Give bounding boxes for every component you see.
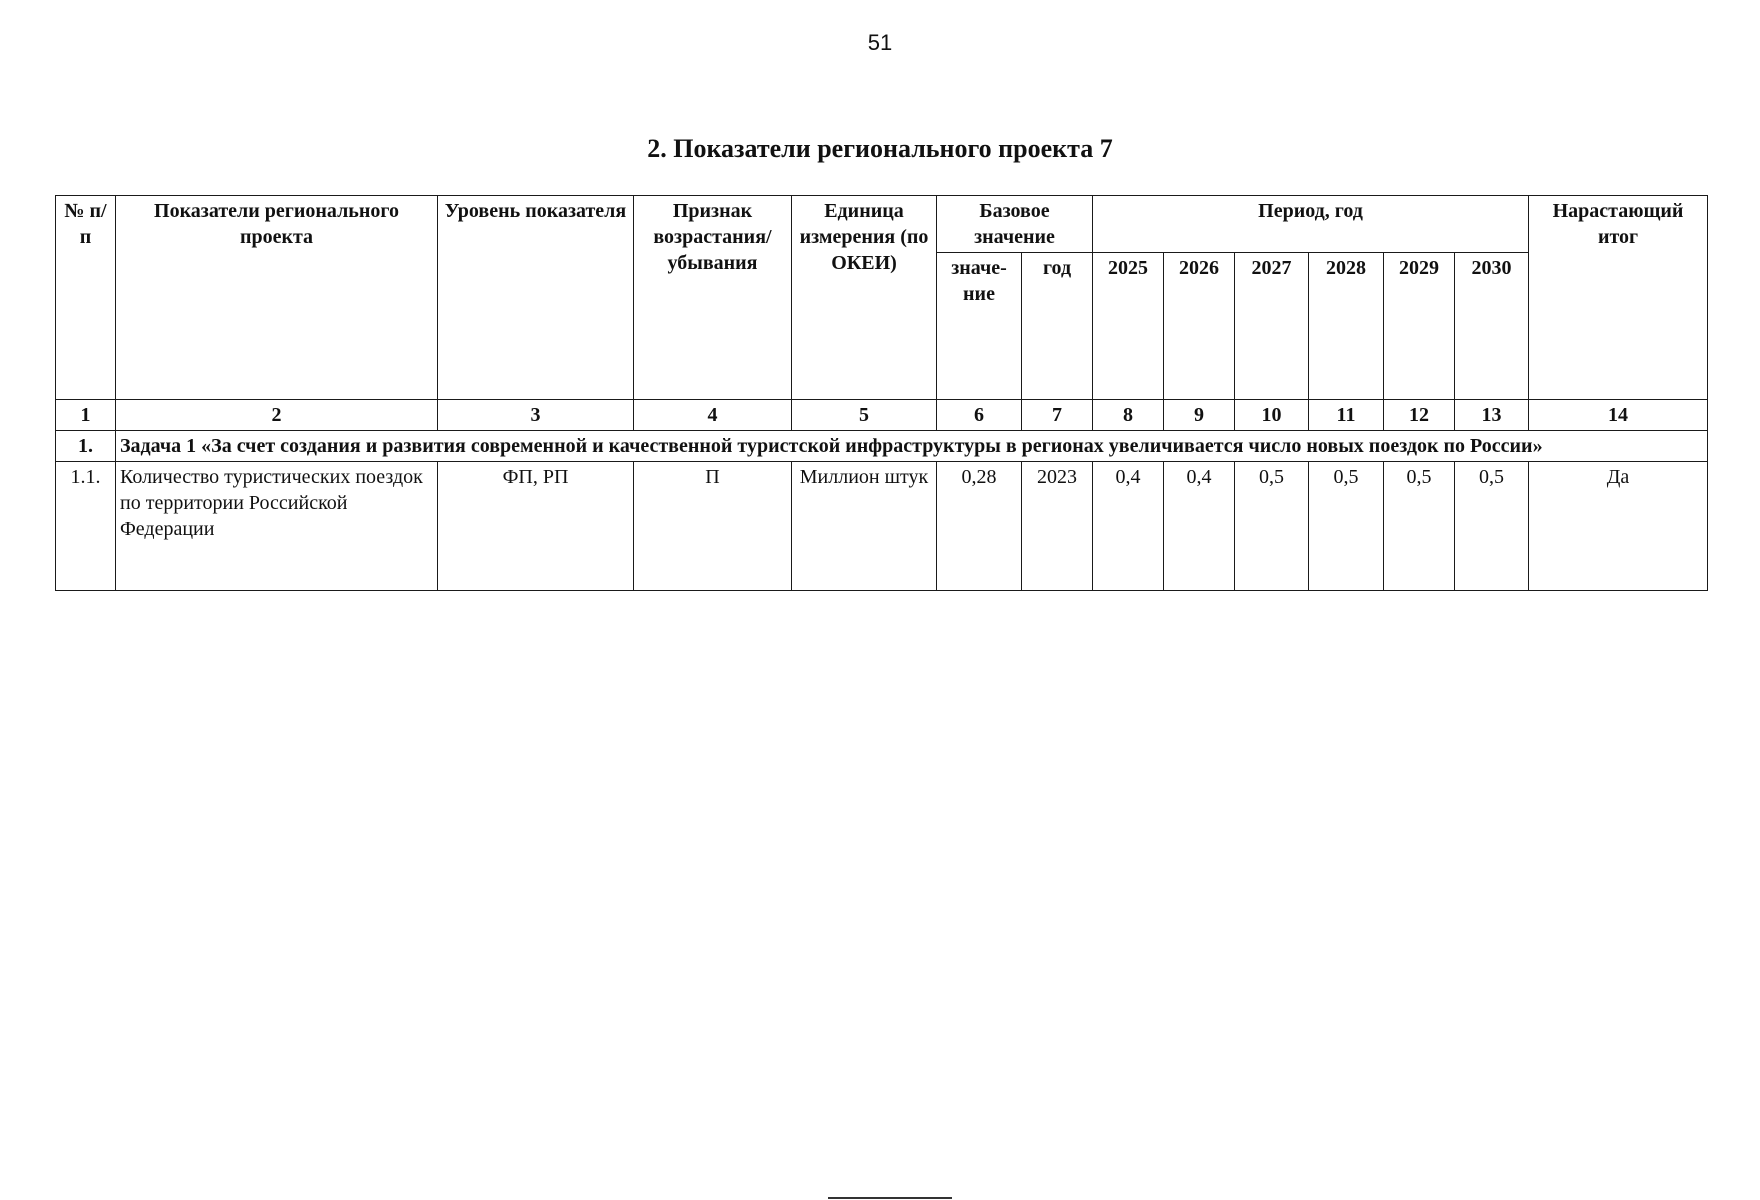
column-number: 10	[1235, 400, 1309, 431]
value-2028: 0,5	[1309, 462, 1384, 591]
column-number: 13	[1455, 400, 1529, 431]
header-year-2027: 2027	[1235, 253, 1309, 400]
task-text: Задача 1 «За счет создания и развития современной и качественной туристской инфраструктуры в регионах увеличивается число новых поездок по России»	[116, 431, 1708, 462]
task-row	[56, 431, 1708, 462]
base-value: 0,28	[937, 462, 1022, 591]
table-row	[56, 462, 1708, 591]
page-number: 51	[867, 30, 893, 55]
column-number: 12	[1384, 400, 1455, 431]
header-year-2029: 2029	[1384, 253, 1455, 400]
base-year: 2023	[1022, 462, 1093, 591]
header-level: Уровень показателя	[438, 196, 634, 400]
row-number: 1.1.	[56, 462, 116, 591]
column-number: 2	[116, 400, 438, 431]
value-2027: 0,5	[1235, 462, 1309, 591]
header-year-2030: 2030	[1455, 253, 1529, 400]
header-year-2028: 2028	[1309, 253, 1384, 400]
indicator-trend: П	[634, 462, 792, 591]
header-base-year: год	[1022, 253, 1093, 400]
indicators-table	[55, 195, 1708, 591]
value-2030: 0,5	[1455, 462, 1529, 591]
header-num: № п/п	[56, 196, 116, 400]
header-base: Базовое значение	[937, 196, 1093, 253]
task-number: 1.	[56, 431, 116, 462]
header-period: Период, год	[1093, 196, 1529, 253]
header-trend: Признак возрастания/ убывания	[634, 196, 792, 400]
column-number: 11	[1309, 400, 1384, 431]
document-title: 2. Показатели регионального проекта 7	[647, 134, 1113, 163]
header-unit: Единица измерения (по ОКЕИ)	[792, 196, 937, 400]
column-number: 7	[1022, 400, 1093, 431]
value-2025: 0,4	[1093, 462, 1164, 591]
header-base-value: значе-ние	[937, 253, 1022, 400]
column-number: 1	[56, 400, 116, 431]
column-number: 14	[1529, 400, 1708, 431]
column-numbers-row	[56, 400, 1708, 431]
column-number: 9	[1164, 400, 1235, 431]
value-2029: 0,5	[1384, 462, 1455, 591]
bottom-divider	[828, 1197, 952, 1199]
header-indicator: Показатели регионального проекта	[116, 196, 438, 400]
value-2026: 0,4	[1164, 462, 1235, 591]
header-cumulative: Нарастающий итог	[1529, 196, 1708, 400]
column-number: 6	[937, 400, 1022, 431]
indicator-level: ФП, РП	[438, 462, 634, 591]
column-number: 5	[792, 400, 937, 431]
header-row-main	[56, 196, 1708, 253]
header-year-2026: 2026	[1164, 253, 1235, 400]
header-year-2025: 2025	[1093, 253, 1164, 400]
column-number: 8	[1093, 400, 1164, 431]
indicator-name: Количество туристических поездок по территории Российской Федерации	[116, 462, 438, 591]
column-number: 4	[634, 400, 792, 431]
column-number: 3	[438, 400, 634, 431]
cumulative-total: Да	[1529, 462, 1708, 591]
indicator-unit: Миллион штук	[792, 462, 937, 591]
